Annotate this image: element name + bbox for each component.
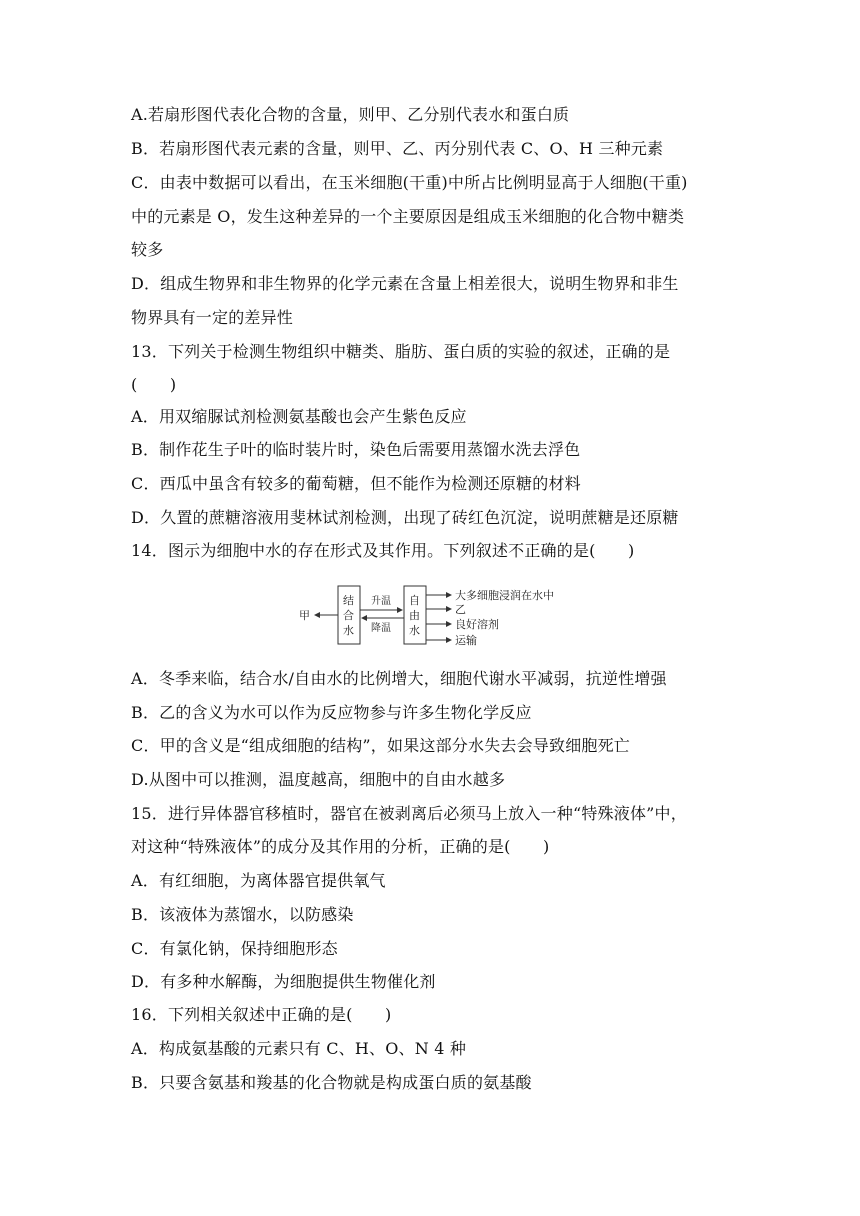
q12-option-c-line1: C．由表中数据可以看出，在玉米细胞(干重)中所占比例明显高于人细胞(干重) xyxy=(131,173,688,192)
q12-option-a-line1: A.若扇形图代表化合物的含量，则甲、乙分别代表水和蛋白质 xyxy=(131,105,570,124)
q13-option-c: C．西瓜中虽含有较多的葡萄糖，但不能作为检测还原糖的材料 xyxy=(131,474,581,493)
q13-stem-line1: 13．下列关于检测生物组织中糖类、脂肪、蛋白质的实验的叙述，正确的是 xyxy=(131,342,671,361)
q15-option-d: D．有多种水解酶，为细胞提供生物催化剂 xyxy=(131,972,436,991)
q14-stem: 14．图示为细胞中水的存在形式及其作用。下列叙述不正确的是( ) xyxy=(131,541,635,560)
q15-option-c: C．有氯化钠，保持细胞形态 xyxy=(131,939,338,958)
function-label-3: 良好溶剂 xyxy=(455,618,499,631)
q16-stem: 16．下列相关叙述中正确的是( ) xyxy=(131,1005,392,1024)
q15-option-a: A．有红细胞，为离体器官提供氧气 xyxy=(131,871,386,890)
q14-option-b: B．乙的含义为水可以作为反应物参与许多生物化学反应 xyxy=(131,703,532,722)
water-forms-diagram xyxy=(290,578,580,650)
diagram-label-jia: 甲 xyxy=(299,609,310,622)
q14-option-c: C．甲的含义是“组成细胞的结构”，如果这部分水失去会导致细胞死亡 xyxy=(131,736,631,755)
q15-option-b: B．该液体为蒸馏水，以防感染 xyxy=(131,905,354,924)
q14-option-d: D.从图中可以推测，温度越高，细胞中的自由水越多 xyxy=(131,770,506,789)
free-water-char-2: 由 xyxy=(409,609,420,622)
q12-option-b-line1: B．若扇形图代表元素的含量，则甲、乙、丙分别代表 C、O、H 三种元素 xyxy=(131,139,664,158)
free-water-char-3: 水 xyxy=(409,624,420,637)
function-label-2: 乙 xyxy=(455,603,466,616)
q12-option-d-line2: 物界具有一定的差异性 xyxy=(131,308,294,327)
heating-label: 升温 xyxy=(371,596,391,607)
cooling-label: 降温 xyxy=(371,623,391,634)
q12-option-c-line2: 中的元素是 O，发生这种差异的一个主要原因是组成玉米细胞的化合物中糖类 xyxy=(131,207,685,226)
free-water-char-1: 自 xyxy=(409,594,420,607)
q14-option-a: A．冬季来临，结合水/自由水的比例增大，细胞代谢水平减弱，抗逆性增强 xyxy=(131,669,667,688)
q12-option-c-line3: 较多 xyxy=(131,240,164,259)
bound-water-char-3: 水 xyxy=(343,624,354,637)
q16-option-a: A．构成氨基酸的元素只有 C、H、O、N 4 种 xyxy=(131,1039,467,1058)
q13-stem-line2: ( ) xyxy=(131,375,177,394)
q16-option-b: B．只要含氨基和羧基的化合物就是构成蛋白质的氨基酸 xyxy=(131,1073,532,1092)
bound-water-char-2: 合 xyxy=(343,609,354,622)
bound-water-char-1: 结 xyxy=(343,594,354,607)
q15-stem-line1: 15．进行异体器官移植时，器官在被剥离后必须马上放入一种“特殊液体”中， xyxy=(131,804,687,823)
function-label-4: 运输 xyxy=(455,634,477,647)
q15-stem-line2: 对这种“特殊液体”的成分及其作用的分析，正确的是( ) xyxy=(131,837,550,856)
q12-option-d-line1: D．组成生物界和非生物界的化学元素在含量上相差很大，说明生物界和非生 xyxy=(131,274,679,293)
q13-option-d: D．久置的蔗糖溶液用斐林试剂检测，出现了砖红色沉淀，说明蔗糖是还原糖 xyxy=(131,508,679,527)
q13-option-a: A．用双缩脲试剂检测氨基酸也会产生紫色反应 xyxy=(131,407,467,426)
function-label-1: 大多细胞浸润在水中 xyxy=(455,589,554,602)
q13-option-b: B．制作花生子叶的临时装片时，染色后需要用蒸馏水洗去浮色 xyxy=(131,440,581,459)
